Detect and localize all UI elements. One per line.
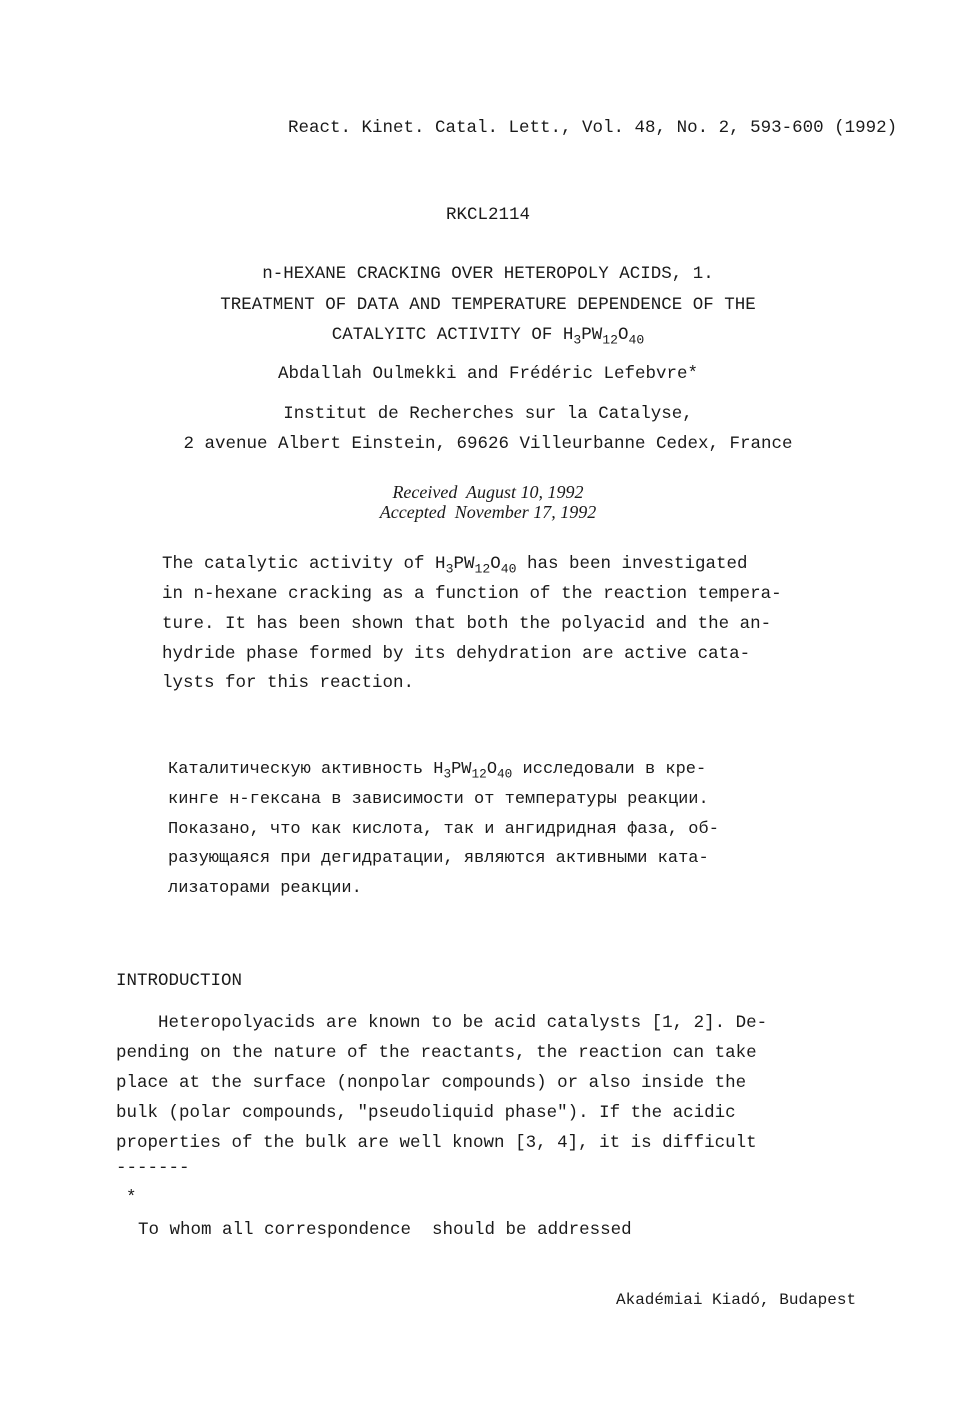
abstract-ru-line-1: Каталитическую активность $H_3PW_{12}O_{40}$ исследовали в кре-	[168, 760, 707, 782]
introduction-line-5: properties of the bulk are well known [3, 4], it is difficult	[116, 1133, 757, 1153]
abstract-en-line-4: hydride phase formed by its dehydration are active cata-	[162, 644, 751, 664]
title-line-3-text: CATALYITC ACTIVITY OF	[331, 325, 563, 345]
authors: Abdallah Oulmekki and Frédéric Lefebvre*	[277, 364, 699, 384]
abstract-en-line-2: in n-hexane cracking as a function of the reaction tempera-	[162, 584, 782, 604]
abstract-ru-line-4: разующаяся при дегидратации, являются активными ката-	[168, 849, 709, 868]
introduction-line-4: bulk (polar compounds, "pseudoliquid phase"). If the acidic	[116, 1103, 736, 1123]
introduction-line-1: Heteropolyacids are known to be acid catalysts [1, 2]. De-	[116, 1013, 768, 1033]
affiliation-line-1: Institut de Recherches sur la Catalyse,	[283, 404, 693, 424]
paper-code: RKCL2114	[445, 205, 530, 225]
abstract-ru-line-2: кинге н-гексана в зависимости от температуры реакции.	[168, 790, 709, 809]
introduction-line-2: pending on the nature of the reactants, the reaction can take	[116, 1043, 757, 1063]
footnote-rule: -------	[116, 1158, 190, 1178]
abstract-en-line-1: The catalytic activity of $H_3PW_{12}O_{40}$ has been investigated	[162, 554, 748, 577]
footnote-mark: *	[126, 1188, 137, 1208]
abstract-en-line-3: ture. It has been shown that both the polyacid and the an-	[162, 614, 772, 634]
accepted-date: Accepted November 17, 1992	[379, 502, 597, 522]
received-date: Received August 10, 1992	[392, 482, 584, 502]
title-line-2: TREATMENT OF DATA AND TEMPERATURE DEPENDENCE OF THE	[220, 295, 756, 315]
abstract-ru-line-3: Показано, что как кислота, так и ангидридная фаза, об-	[168, 820, 719, 839]
abstract-en-line-5: lysts for this reaction.	[162, 673, 415, 693]
publisher: Akadémiai Kiadó, Budapest	[616, 1291, 857, 1309]
abstract-ru-formula: $H_3PW_{12}O_{40}$	[433, 760, 513, 782]
abstract-ru-line-5: лизаторами реакции.	[168, 879, 362, 898]
footnote-text: To whom all correspondence should be addressed	[138, 1220, 632, 1240]
title-line-3	[0, 325, 976, 348]
introduction-line-3: place at the surface (nonpolar compounds) or also inside the	[116, 1073, 747, 1093]
title-line-1: n-HEXANE CRACKING OVER HETEROPOLY ACIDS, 1.	[262, 264, 714, 284]
journal-reference: React. Kinet. Catal. Lett., Vol. 48, No. 2, 593-600 (1992)	[288, 118, 898, 138]
affiliation-line-2: 2 avenue Albert Einstein, 69626 Villeurbanne Cedex, France	[183, 434, 793, 454]
abstract-en-formula: $H_3PW_{12}O_{40}$	[435, 554, 517, 577]
title-formula: $H_3PW_{12}O_{40}$	[562, 325, 645, 348]
introduction-heading: INTRODUCTION	[116, 971, 243, 991]
